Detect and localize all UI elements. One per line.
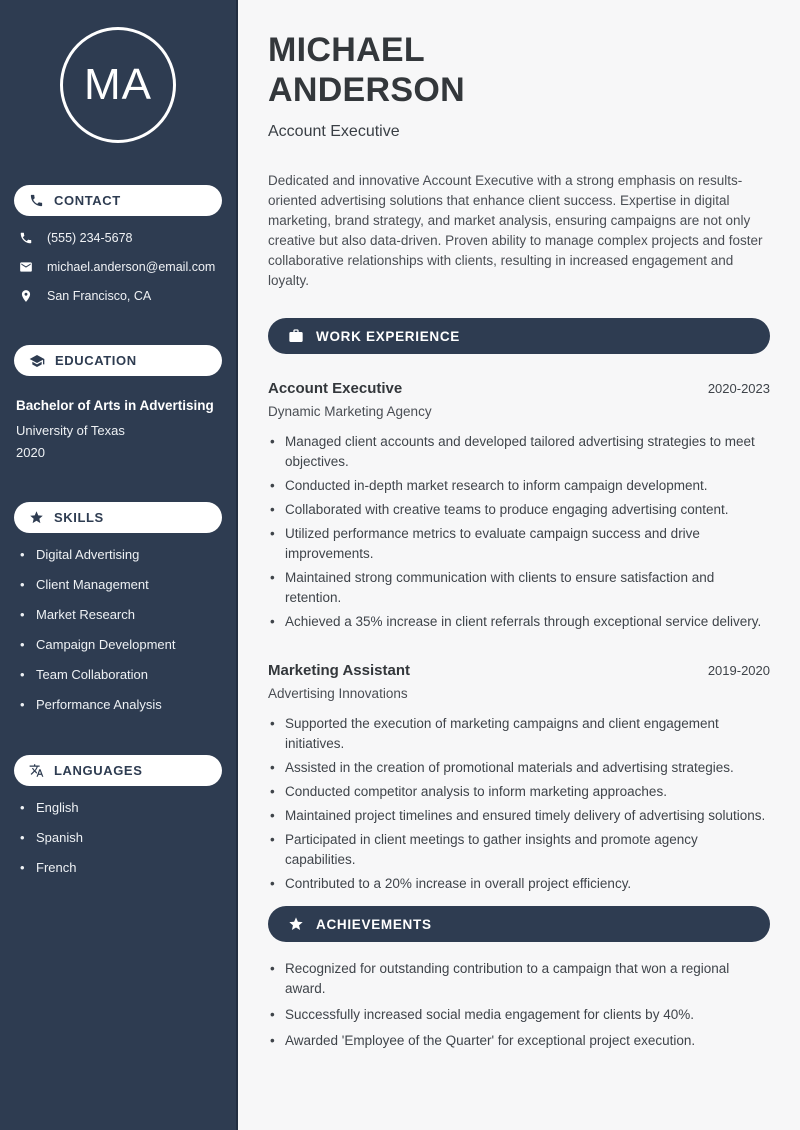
education-year: 2020 (16, 445, 45, 460)
email-address: michael.anderson@email.com (47, 260, 216, 274)
job-header (268, 662, 770, 679)
translate-icon (29, 763, 44, 778)
location-text: San Francisco, CA (47, 289, 152, 303)
job-dates: 2019-2020 (707, 663, 770, 678)
job-bullet: • Maintained strong communication with clients to ensure satisfaction and retention. (268, 568, 770, 608)
skill-item: • Team Collaboration (18, 666, 222, 683)
achievements-header (268, 906, 770, 942)
skill-item: • Campaign Development (18, 636, 222, 653)
job-bullet-list (268, 432, 770, 632)
job-entry (268, 380, 770, 632)
education-entry (16, 397, 222, 460)
job-title: Marketing Assistant (268, 662, 410, 679)
summary-paragraph: Dedicated and innovative Account Executive with a strong emphasis on results-oriented advertising solutions that enhance client success. Expertise in digital marketing, brand strategy, and market analysis, ensuring campaigns are not only creative but also data-driven. Proven ability to manage complex projects and foster collaborative relationships with clients, resulting in increased engagement and loyalty. (268, 173, 763, 288)
education-degree: Bachelor of Arts in Advertising (16, 398, 214, 413)
skill-item: • Performance Analysis (18, 696, 222, 713)
job-bullet: • Maintained project timelines and ensured timely delivery of advertising solutions. (268, 806, 770, 826)
achievement-bullet: • Successfully increased social media engagement for clients by 40%. (268, 1005, 770, 1025)
job-bullet: • Participated in client meetings to gather insights and promote agency capabilities. (268, 830, 770, 870)
contact-list (14, 231, 222, 303)
education-section-header (14, 345, 222, 376)
language-item: • English (18, 799, 222, 816)
skills-list (14, 546, 222, 713)
languages-list (14, 799, 222, 876)
last-name: ANDERSON (268, 71, 465, 109)
contact-item-phone (19, 231, 222, 245)
phone-icon (29, 193, 44, 208)
job-company: Dynamic Marketing Agency (268, 404, 432, 419)
email-icon (19, 260, 33, 274)
avatar-initials: MA (84, 60, 152, 109)
contact-header-label: CONTACT (54, 193, 121, 208)
job-bullet: • Assisted in the creation of promotional materials and advertising strategies. (268, 758, 770, 778)
skill-item: • Market Research (18, 606, 222, 623)
job-bullet: • Supported the execution of marketing campaigns and client engagement initiatives. (268, 714, 770, 754)
contact-item-location (19, 289, 222, 303)
star-icon (288, 916, 304, 932)
job-header (268, 380, 770, 397)
phone-icon (19, 231, 33, 245)
achievements-header-label: ACHIEVEMENTS (316, 916, 432, 932)
job-bullet: • Managed client accounts and developed tailored advertising strategies to meet objectives. (268, 432, 770, 472)
job-bullet-list (268, 714, 770, 894)
job-company: Advertising Innovations (268, 686, 408, 701)
graduation-cap-icon (29, 353, 45, 369)
achievement-bullet: • Awarded 'Employee of the Quarter' for exceptional project execution. (268, 1031, 770, 1051)
briefcase-icon (288, 328, 304, 344)
job-title: Account Executive (268, 380, 403, 397)
name-heading (268, 30, 770, 110)
job-bullet: • Conducted competitor analysis to inform marketing approaches. (268, 782, 770, 802)
sidebar (0, 0, 238, 1130)
skills-header-label: SKILLS (54, 510, 104, 525)
contact-item-email (19, 260, 222, 274)
job-dates: 2020-2023 (707, 381, 770, 396)
skills-section-header (14, 502, 222, 533)
location-icon (19, 289, 33, 303)
main-content (238, 0, 800, 1130)
achievements-list (268, 959, 770, 1051)
job-bullet: • Contributed to a 20% increase in overall project efficiency. (268, 874, 770, 894)
languages-header-label: LANGUAGES (54, 763, 143, 778)
job-bullet: • Utilized performance metrics to evaluate campaign success and drive improvements. (268, 524, 770, 564)
education-header-label: EDUCATION (55, 353, 137, 368)
phone-number: (555) 234-5678 (47, 231, 133, 245)
job-bullet: • Conducted in-depth market research to inform campaign development. (268, 476, 770, 496)
skill-item: • Digital Advertising (18, 546, 222, 563)
avatar (60, 27, 176, 143)
person-job-title: Account Executive (268, 123, 400, 140)
first-name: MICHAEL (268, 31, 425, 69)
language-item: • Spanish (18, 829, 222, 846)
education-school: University of Texas (16, 423, 125, 438)
work-experience-header-label: WORK EXPERIENCE (316, 328, 461, 344)
skill-item: • Client Management (18, 576, 222, 593)
star-icon (29, 510, 44, 525)
language-item: • French (18, 859, 222, 876)
languages-section-header (14, 755, 222, 786)
contact-section-header (14, 185, 222, 216)
job-bullet: • Collaborated with creative teams to produce engaging advertising content. (268, 500, 770, 520)
achievement-bullet: • Recognized for outstanding contribution to a campaign that won a regional award. (268, 959, 770, 999)
job-entry (268, 662, 770, 894)
work-experience-header (268, 318, 770, 354)
job-bullet: • Achieved a 35% increase in client referrals through exceptional service delivery. (268, 612, 770, 632)
